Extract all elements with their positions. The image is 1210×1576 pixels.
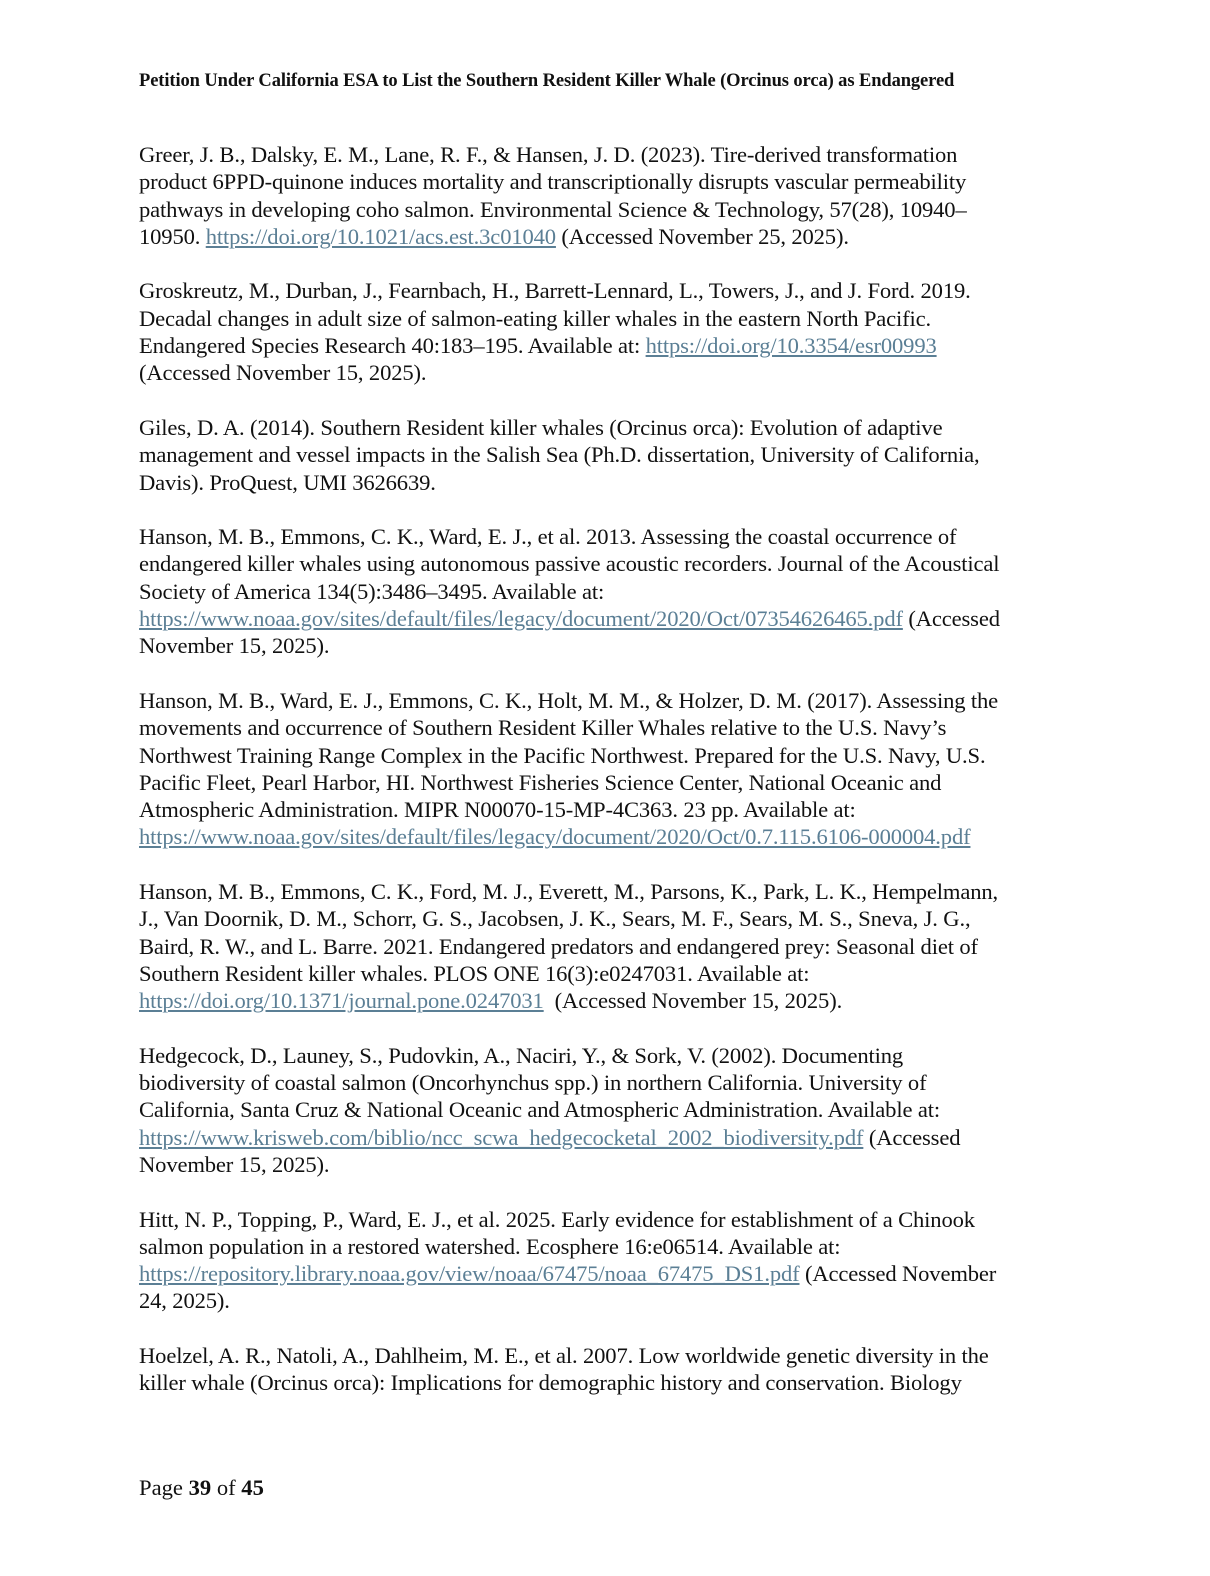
- reference-line: [139, 905, 1084, 932]
- reference-text: Baird, R. W., and L. Barre. 2021. Endangered predators and endangered prey: Seasonal diet of: [139, 933, 978, 959]
- current-page-number: 39: [188, 1475, 212, 1500]
- reference-line: [139, 1369, 1084, 1396]
- reference-text: Hitt, N. P., Topping, P., Ward, E. J., et al. 2025. Early evidence for establishment of a Chinook: [139, 1206, 975, 1232]
- reference-line: [139, 1042, 1084, 1069]
- page-of-label: of: [211, 1475, 242, 1500]
- reference-line: [139, 414, 1084, 441]
- reference-text: J., Van Doornik, D. M., Schorr, G. S., Jacobsen, J. K., Sears, M. F., Sears, M. S., Sneva, J. G.,: [139, 906, 971, 932]
- page-footer: [139, 1475, 264, 1501]
- reference-line: [139, 1124, 1084, 1151]
- reference-entry: [139, 878, 1084, 1014]
- reference-line: [139, 1260, 1084, 1287]
- reference-text: Hanson, M. B., Emmons, C. K., Ward, E. J., et al. 2013. Assessing the coastal occurrence of: [139, 524, 957, 550]
- page-label: Page: [139, 1475, 189, 1500]
- reference-line: [139, 359, 1084, 386]
- reference-text: Davis). ProQuest, UMI 3626639.: [139, 469, 436, 495]
- reference-text: 24, 2025).: [139, 1288, 230, 1314]
- reference-line: [139, 878, 1084, 905]
- reference-text: management and vessel impacts in the Salish Sea (Ph.D. dissertation, University of California,: [139, 442, 980, 468]
- reference-text: salmon population in a restored watershed. Ecosphere 16:e06514. Available at:: [139, 1233, 841, 1259]
- reference-text: Groskreutz, M., Durban, J., Fearnbach, H., Barrett-Lennard, L., Towers, J., and J. Ford. 2019.: [139, 278, 971, 304]
- reference-text: (Accessed November 15, 2025).: [139, 360, 427, 386]
- reference-text: Northwest Training Range Complex in the Pacific Northwest. Prepared for the U.S. Navy, U.S.: [139, 742, 986, 768]
- reference-line: [139, 578, 1084, 605]
- reference-line: [139, 605, 1084, 632]
- reference-entry: [139, 414, 1084, 496]
- reference-line: [139, 742, 1084, 769]
- reference-text: Society of America 134(5):3486–3495. Available at:: [139, 578, 605, 604]
- reference-line: [139, 714, 1084, 741]
- reference-text-after-link: (Accessed November 15, 2025).: [543, 988, 843, 1014]
- reference-text: Pacific Fleet, Pearl Harbor, HI. Northwest Fisheries Science Center, National Oceanic and: [139, 769, 942, 795]
- reference-line: [139, 141, 1084, 168]
- reference-line: [139, 1069, 1084, 1096]
- reference-text: Endangered Species Research 40:183–195. Available at:: [139, 333, 646, 359]
- reference-line: [139, 223, 1084, 250]
- reference-line: [139, 168, 1084, 195]
- reference-text: Atmospheric Administration. MIPR N00070-15-MP-4C363. 23 pp. Available at:: [139, 797, 856, 823]
- reference-line: [139, 523, 1084, 550]
- reference-text: California, Santa Cruz & National Oceanic and Atmospheric Administration. Available at:: [139, 1097, 940, 1123]
- reference-text: killer whale (Orcinus orca): Implications for demographic history and conservation. Biology: [139, 1370, 962, 1396]
- reference-text: Giles, D. A. (2014). Southern Resident killer whales (Orcinus orca): Evolution of adaptive: [139, 414, 943, 440]
- reference-list: [139, 141, 1084, 1424]
- reference-link[interactable]: https://doi.org/10.1371/journal.pone.0247031: [139, 988, 544, 1014]
- reference-text: Hedgecock, D., Launey, S., Pudovkin, A., Naciri, Y., & Sork, V. (2002). Documenting: [139, 1042, 904, 1068]
- reference-line: [139, 305, 1084, 332]
- reference-line: [139, 441, 1084, 468]
- reference-line: [139, 1342, 1084, 1369]
- reference-link[interactable]: https://www.krisweb.com/biblio/ncc_scwa_hedgecocketal_2002_biodiversity.pdf: [139, 1124, 864, 1150]
- reference-entry: [139, 1042, 1084, 1178]
- reference-link[interactable]: https://www.noaa.gov/sites/default/files/legacy/document/2020/Oct/07354626465.pdf: [139, 606, 903, 632]
- reference-text: 10950.: [139, 223, 206, 249]
- reference-link[interactable]: https://www.noaa.gov/sites/default/files/legacy/document/2020/Oct/0.7.115.6106-000004.pdf: [139, 824, 971, 850]
- reference-entry: [139, 1206, 1084, 1315]
- reference-line: [139, 933, 1084, 960]
- reference-line: [139, 823, 1084, 850]
- reference-line: [139, 469, 1084, 496]
- reference-text: Hanson, M. B., Emmons, C. K., Ford, M. J., Everett, M., Parsons, K., Park, L. K., Hempelmann,: [139, 879, 998, 905]
- reference-line: [139, 960, 1084, 987]
- reference-entry: [139, 277, 1084, 386]
- reference-line: [139, 632, 1084, 659]
- reference-entry: [139, 523, 1084, 659]
- reference-text-after-link: (Accessed November: [799, 1261, 997, 1287]
- reference-link[interactable]: https://repository.library.noaa.gov/view/noaa/67475/noaa_67475_DS1.pdf: [139, 1261, 800, 1287]
- reference-text-after-link: (Accessed: [902, 606, 1000, 632]
- reference-text: November 15, 2025).: [139, 633, 330, 659]
- page-header: Petition Under California ESA to List the Southern Resident Killer Whale (Orcinus orca) as Endangered: [139, 71, 955, 91]
- reference-line: [139, 550, 1084, 577]
- reference-line: [139, 1151, 1084, 1178]
- reference-line: [139, 1287, 1084, 1314]
- total-page-number: 45: [241, 1475, 264, 1500]
- reference-text: product 6PPD-quinone induces mortality and transcriptionally disrupts vascular permeability: [139, 169, 967, 195]
- reference-entry: [139, 141, 1084, 250]
- reference-text: Hoelzel, A. R., Natoli, A., Dahlheim, M. E., et al. 2007. Low worldwide genetic diversity in the: [139, 1343, 989, 1369]
- reference-line: [139, 1096, 1084, 1123]
- reference-entry: [139, 687, 1084, 851]
- reference-text: pathways in developing coho salmon. Environmental Science & Technology, 57(28), 10940–: [139, 196, 967, 222]
- reference-line: [139, 1206, 1084, 1233]
- reference-line: [139, 332, 1084, 359]
- reference-line: [139, 1233, 1084, 1260]
- reference-text: November 15, 2025).: [139, 1151, 330, 1177]
- reference-text: Southern Resident killer whales. PLOS ONE 16(3):e0247031. Available at:: [139, 960, 810, 986]
- reference-text: biodiversity of coastal salmon (Oncorhynchus spp.) in northern California. University of: [139, 1070, 927, 1096]
- reference-line: [139, 687, 1084, 714]
- reference-line: [139, 987, 1084, 1014]
- reference-link[interactable]: https://doi.org/10.3354/esr00993: [645, 333, 937, 359]
- reference-line: [139, 796, 1084, 823]
- reference-text: Decadal changes in adult size of salmon-eating killer whales in the eastern North Pacific.: [139, 305, 932, 331]
- reference-line: [139, 196, 1084, 223]
- reference-text: movements and occurrence of Southern Resident Killer Whales relative to the U.S. Navy’s: [139, 715, 947, 741]
- reference-text: Hanson, M. B., Ward, E. J., Emmons, C. K., Holt, M. M., & Holzer, D. M. (2017). Assessing the: [139, 687, 999, 713]
- reference-link[interactable]: https://doi.org/10.1021/acs.est.3c01040: [205, 223, 556, 249]
- reference-line: [139, 277, 1084, 304]
- reference-text: Greer, J. B., Dalsky, E. M., Lane, R. F., & Hansen, J. D. (2023). Tire-derived transformation: [139, 142, 958, 167]
- reference-text-after-link: (Accessed November 25, 2025).: [555, 223, 849, 249]
- reference-text-after-link: (Accessed: [863, 1124, 961, 1150]
- reference-line: [139, 769, 1084, 796]
- reference-text: endangered killer whales using autonomous passive acoustic recorders. Journal of the Acoustical: [139, 551, 1000, 577]
- reference-entry: [139, 1342, 1084, 1397]
